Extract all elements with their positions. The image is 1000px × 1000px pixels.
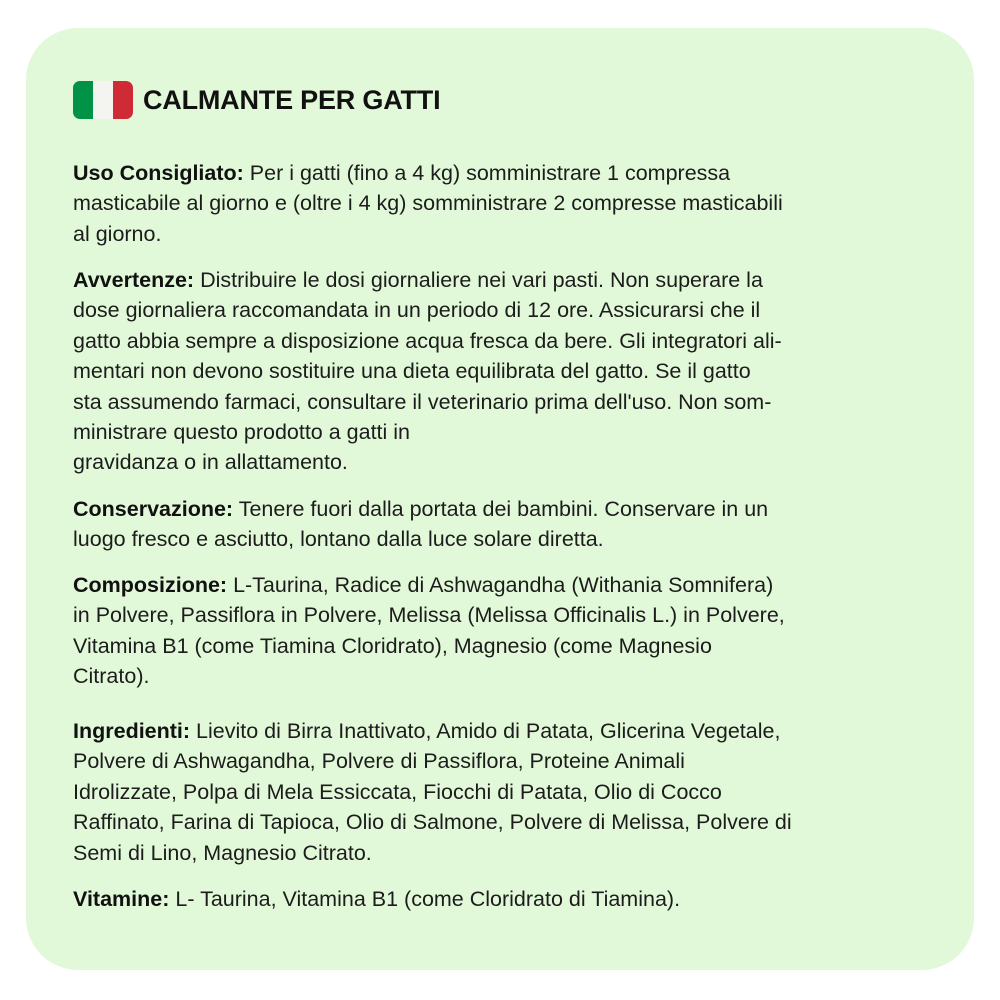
section-label: Uso Consigliato:	[73, 161, 244, 185]
section-line: Conservazione: Tenere fuori dalla portata dei bambini. Conservare in un	[73, 497, 769, 521]
section-line: in Polvere, Passiflora in Polvere, Melissa (Melissa Officinalis L.) in Polvere,	[73, 603, 785, 628]
section-line: luogo fresco e asciutto, lontano dalla luce solare diretta.	[73, 527, 604, 552]
section-label: Conservazione:	[73, 497, 234, 521]
section-uso-consigliato	[73, 158, 783, 249]
section-ingredienti	[73, 716, 792, 868]
section-line: gravidanza o in allattamento.	[73, 450, 348, 475]
section-line: mentari non devono sostituire una dieta equilibrata del gatto. Se il gatto	[73, 359, 751, 384]
header	[73, 80, 440, 120]
section-label: Composizione:	[73, 573, 228, 597]
section-avvertenze	[73, 265, 782, 478]
section-label: Avvertenze:	[73, 268, 195, 292]
section-line: dose giornaliera raccomandata in un periodo di 12 ore. Assicurarsi che il	[73, 298, 761, 323]
section-line: Citrato).	[73, 664, 150, 689]
section-line: ministrare questo prodotto a gatti in	[73, 420, 411, 445]
section-line: Uso Consigliato: Per i gatti (fino a 4 kg) somministrare 1 compressa	[73, 161, 731, 185]
italian-flag-icon	[73, 81, 133, 119]
section-line: al giorno.	[73, 221, 162, 246]
section-line: Avvertenze: Distribuire le dosi giornaliere nei vari pasti. Non superare la	[73, 268, 763, 292]
section-line: Ingredienti: Lievito di Birra Inattivato, Amido di Patata, Glicerina Vegetale,	[73, 719, 781, 743]
section-line: gatto abbia sempre a disposizione acqua fresca da bere. Gli integratori ali-	[73, 328, 782, 353]
section-label: Ingredienti:	[73, 719, 191, 743]
section-line: Idrolizzate, Polpa di Mela Essiccata, Fiocchi di Patata, Olio di Cocco	[73, 779, 722, 804]
section-line: Raffinato, Farina di Tapioca, Olio di Salmone, Polvere di Melissa, Polvere di	[73, 810, 792, 835]
section-conservazione	[73, 494, 768, 555]
section-vitamine	[73, 884, 680, 914]
section-label: Vitamine:	[73, 887, 170, 911]
section-line: Vitamine: L- Taurina, Vitamina B1 (come Cloridrato di Tiamina).	[73, 887, 681, 911]
section-line: sta assumendo farmaci, consultare il veterinario prima dell'uso. Non som-	[73, 389, 772, 414]
section-line: Composizione: L-Taurina, Radice di Ashwagandha (Withania Somnifera)	[73, 573, 774, 597]
section-line: masticabile al giorno e (oltre i 4 kg) somministrare 2 compresse masticabili	[73, 191, 783, 216]
page-title: CALMANTE PER GATTI	[143, 84, 441, 115]
section-composizione	[73, 570, 785, 692]
section-line: Semi di Lino, Magnesio Citrato.	[73, 840, 372, 865]
section-line: Polvere di Ashwagandha, Polvere di Passiflora, Proteine Animali	[73, 749, 685, 774]
section-line: Vitamina B1 (come Tiamina Cloridrato), Magnesio (come Magnesio	[73, 633, 712, 658]
